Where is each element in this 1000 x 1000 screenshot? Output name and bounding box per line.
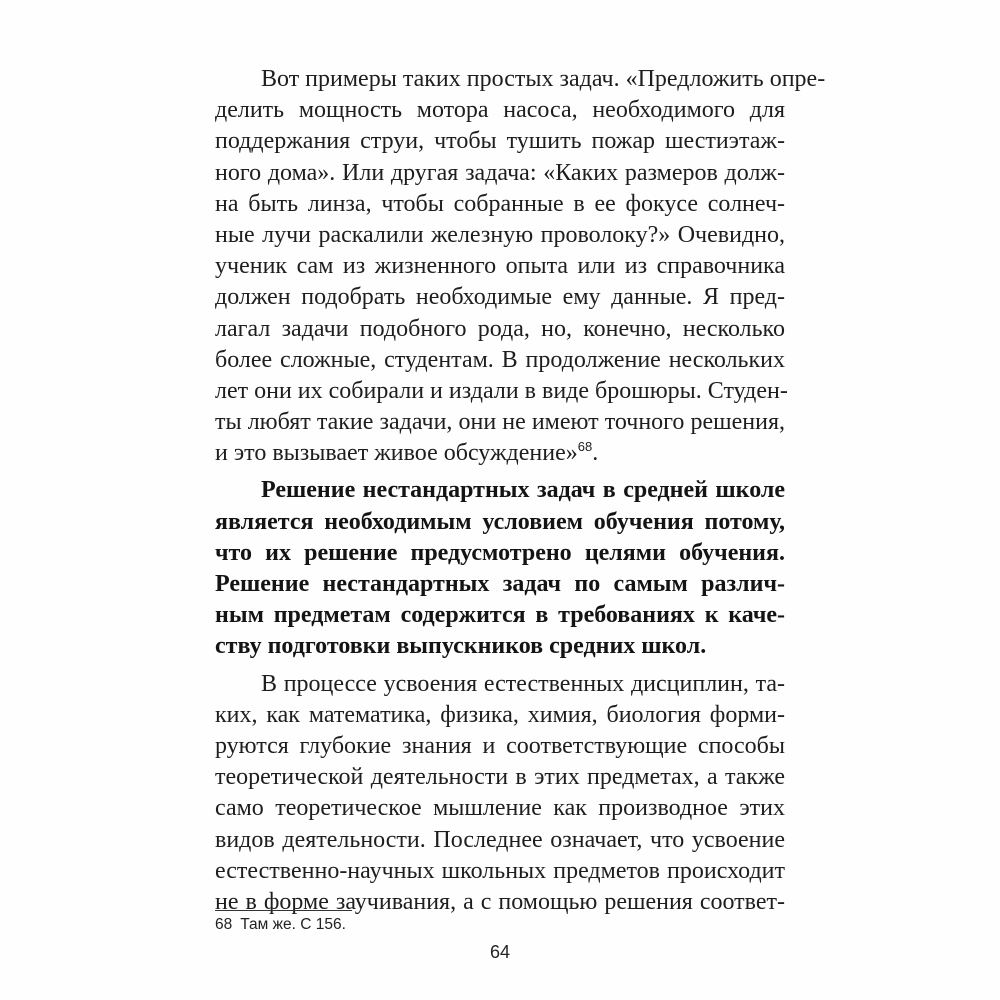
text-line: что их решение предусмотрено целями обучения. [215, 539, 785, 566]
text-line: само теоретическое мышление как производное этих [215, 795, 785, 822]
text-line-content: и это вызывает живое обсуждение» [215, 440, 578, 467]
text-line: Вот примеры таких простых задач. «Предложить опре- [261, 66, 826, 92]
text-line: ного дома». Или другая задача: «Каких размеров долж- [215, 159, 785, 186]
text-line: лет они их собирали и издали в виде брошюры. Студен- [215, 377, 788, 404]
text-line: не в форме заучивания, а с помощью решения соответ- [215, 888, 785, 915]
text-line: ным предметам содержится в требованиях к каче- [215, 602, 785, 629]
footnote [215, 916, 346, 934]
page-number: 64 [489, 942, 511, 962]
text-line: руются глубокие знания и соответствующие способы [215, 732, 785, 759]
text-line: теоретической деятельности в этих предметах, а также [215, 764, 785, 791]
text-line: делить мощность мотора насоса, необходимого для [215, 97, 785, 124]
text-line: видов деятельности. Последнее означает, что усвоение [215, 826, 785, 853]
text-line: ные лучи раскалили железную проволоку?» Очевидно, [215, 221, 785, 248]
text-line: поддержания струи, чтобы тушить пожар шестиэтаж- [215, 128, 785, 155]
text-line: должен подобрать необходимые ему данные. Я пред- [215, 284, 785, 311]
footnote-divider [215, 910, 352, 911]
body-text [215, 64, 826, 918]
text-line: лагал задачи подобного рода, но, конечно, несколько [215, 315, 785, 342]
text-line: является необходимым условием обучения потому, [215, 508, 785, 535]
footnote-text: Там же. С 156. [240, 916, 346, 933]
text-line: ученик сам из жизненного опыта или из справочника [215, 253, 785, 280]
text-line: на быть линза, чтобы собранные в ее фокусе солнеч- [215, 190, 785, 217]
text-line: ты любят такие задачи, они не имеют точного решения, [215, 409, 785, 436]
footnote-reference[interactable]: 68 [577, 439, 593, 455]
text-line-last: и это вызывает живое обсуждение»$^{68}$. [215, 439, 599, 467]
text-line: ству подготовки выпускников средних школ. [215, 633, 707, 660]
text-line: естественно-научных школьных предметов происходит [215, 857, 785, 884]
text-line: Решение нестандартных задач по самым различ- [215, 571, 785, 597]
paragraph-2-bold [215, 475, 785, 662]
text-line: В процессе усвоения естественных дисциплин, та- [261, 670, 785, 697]
paragraph-3 [215, 669, 785, 919]
text-line: Решение нестандартных задач в средней школе [261, 477, 785, 504]
footnote-number: 68 [215, 916, 233, 933]
text-line: более сложные, студентам. В продолжение нескольких [215, 346, 785, 373]
paragraph-1 [215, 64, 826, 469]
text-line: ких, как математика, физика, химия, биология форми- [215, 701, 785, 728]
